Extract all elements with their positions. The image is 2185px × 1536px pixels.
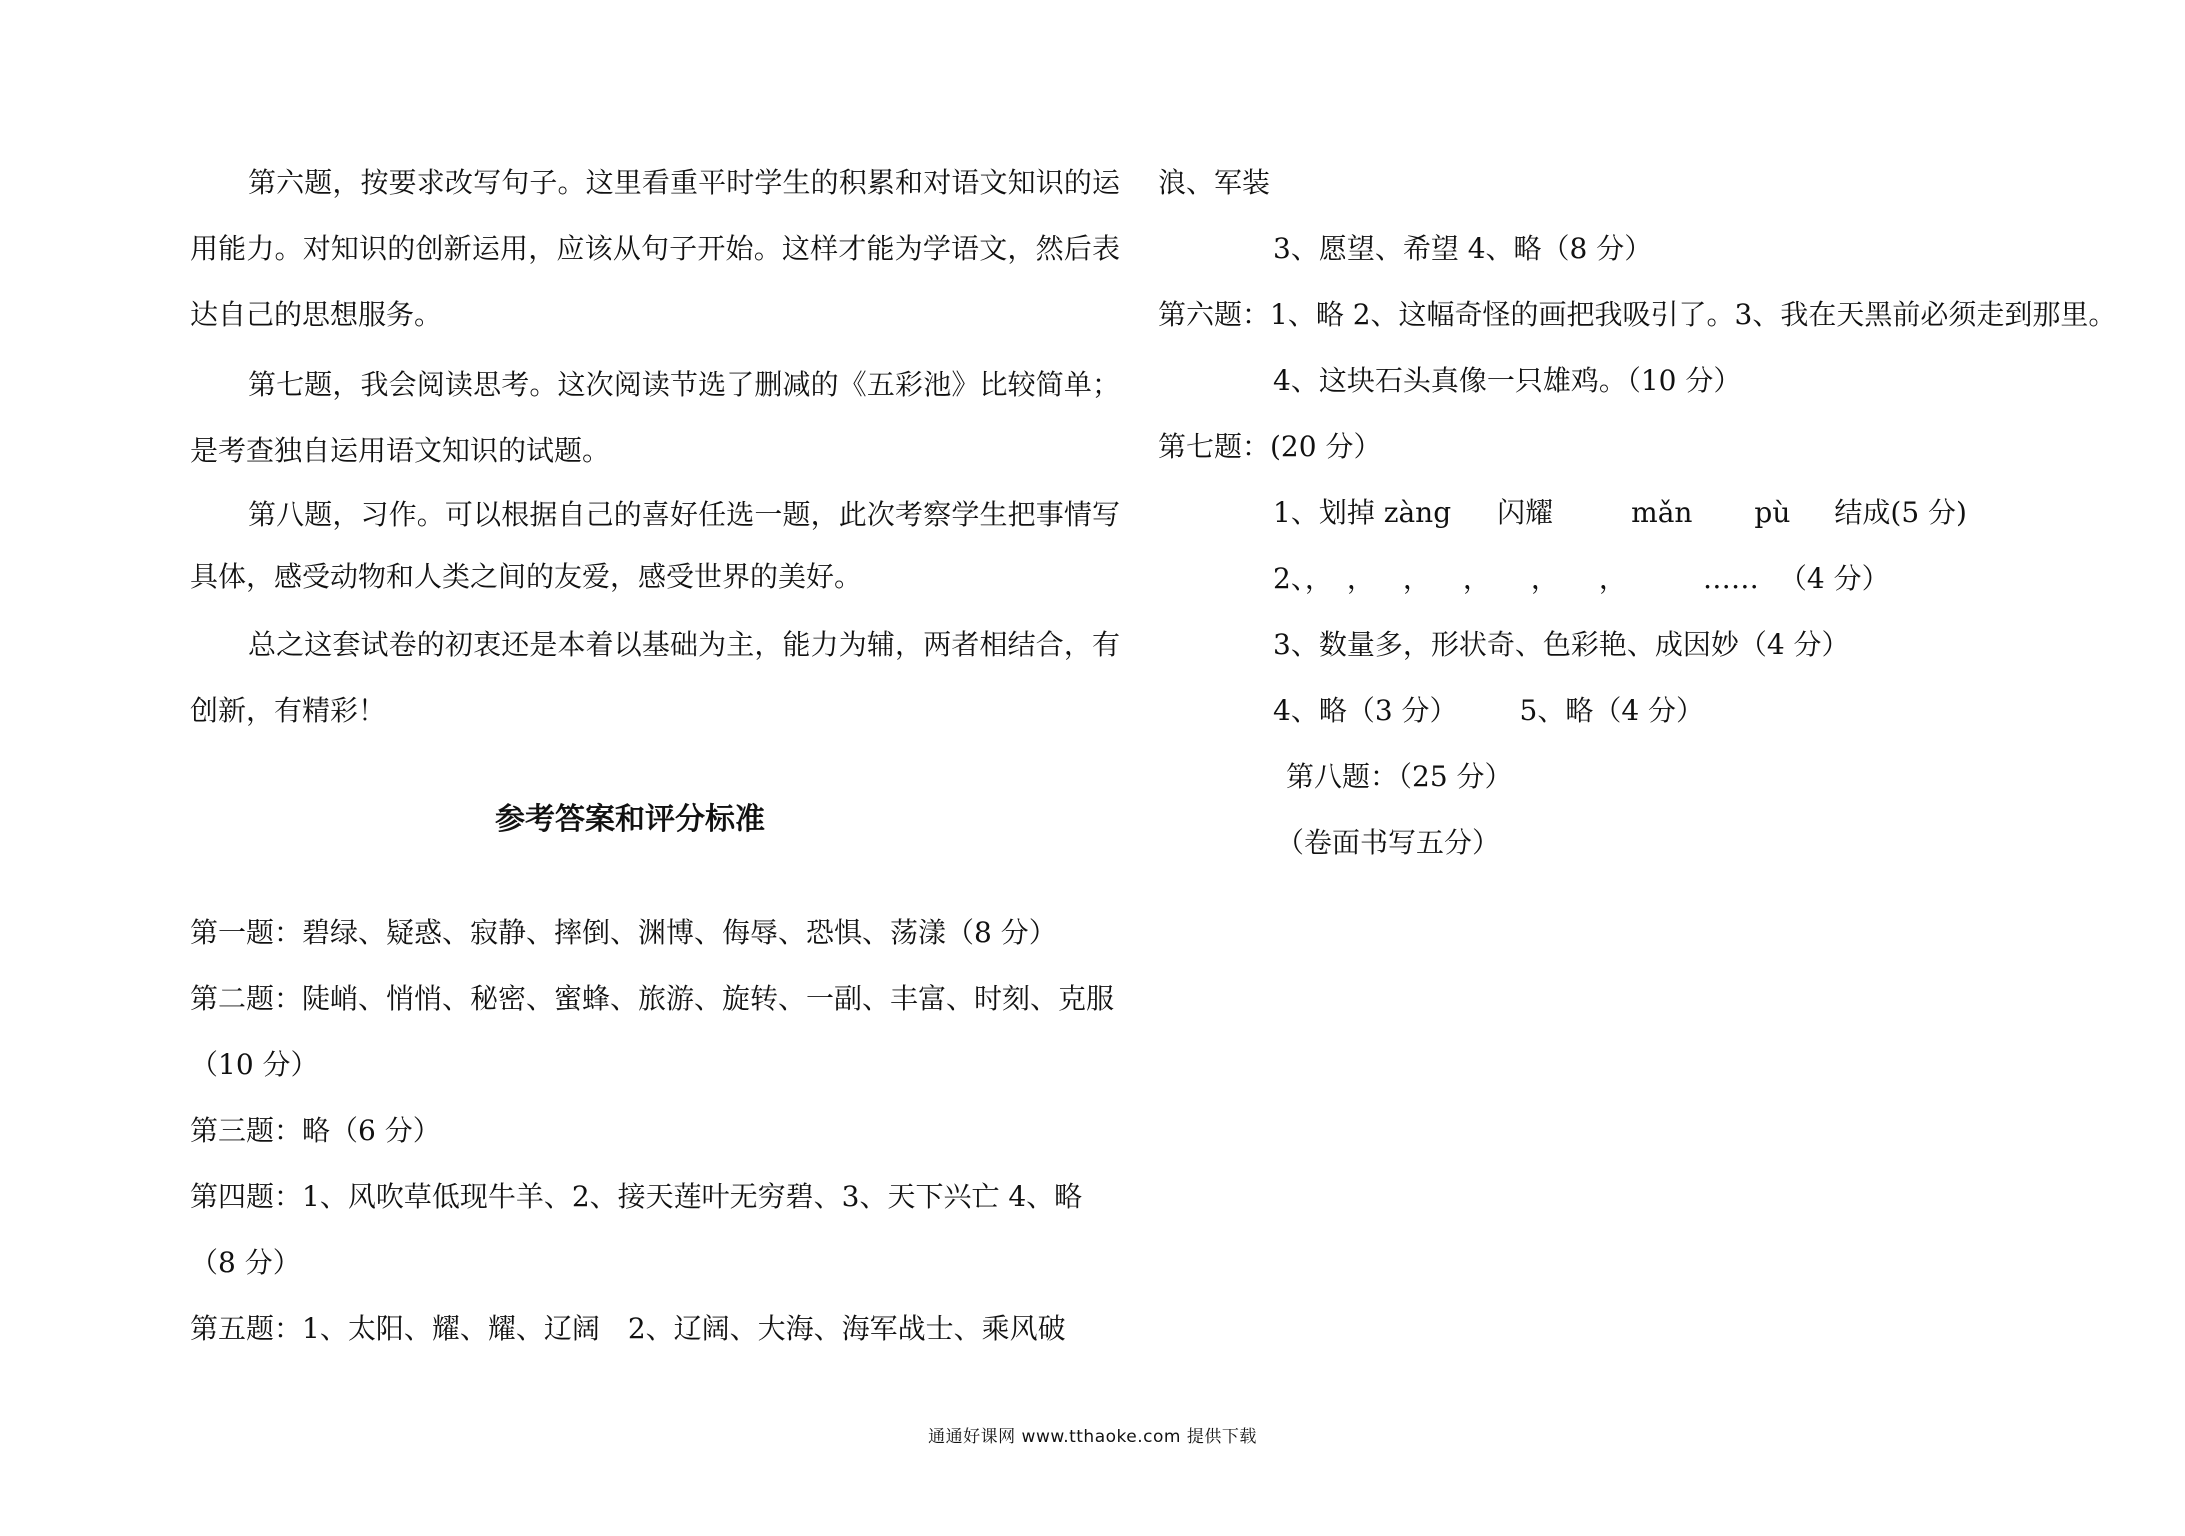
left-column bbox=[190, 150, 1120, 1362]
q7-1-item-c: mǎn bbox=[1631, 496, 1693, 529]
q7-2-item-a: 2、， bbox=[1273, 562, 1333, 595]
q7-1-item-d: pù bbox=[1754, 496, 1791, 529]
q7-2-item-g: …… bbox=[1702, 562, 1759, 595]
q7-2-item-b: ， bbox=[1346, 562, 1375, 595]
answer-q6-part4: 4、这块石头真像一只雄鸡。（10 分） bbox=[1273, 364, 1742, 397]
answer-q6: 第六题：1、略 2、这幅奇怪的画把我吸引了。3、我在天黑前必须走到那里。 bbox=[1158, 298, 2117, 331]
answer-q5: 第五题：1、太阳、耀、耀、辽阔 2、辽阔、大海、海军战士、乘风破 bbox=[190, 1312, 1066, 1345]
q7-1-item-a: 1、划掉 zàng bbox=[1273, 496, 1452, 529]
q7-2-item-d: ， bbox=[1462, 562, 1491, 595]
answer-q7-part1 bbox=[1158, 480, 2118, 546]
q7-2-item-f: ， bbox=[1598, 562, 1627, 595]
answer-q8-note: （卷面书写五分） bbox=[1276, 826, 1501, 859]
footer-source: 通通好课网 www.tthaoke.com 提供下载 bbox=[928, 1427, 1257, 1447]
answer-q7-part4-5 bbox=[1158, 678, 2118, 744]
paragraph-summary: 总之这套试卷的初衷还是本着以基础为主，能力为辅，两者相结合，有创新，有精彩！ bbox=[190, 628, 1120, 727]
paragraph-q6-commentary: 第六题，按要求改写句子。这里看重平时学生的积累和对语文知识的运用能力。对知识的创新运用，应该从句子开始。这样才能为学语文，然后表达自己的思想服务。 bbox=[190, 166, 1120, 331]
answer-q5-part3: 3、愿望、希望 4、略（8 分） bbox=[1273, 232, 1653, 265]
answer-q3: 第三题：略（6 分） bbox=[190, 1114, 441, 1147]
right-column bbox=[1158, 150, 2118, 876]
q7-2-item-e: ， bbox=[1530, 562, 1559, 595]
q7-2-item-c: ， bbox=[1402, 562, 1431, 595]
answer-q7-part3: 3、数量多，形状奇、色彩艳、成因妙（4 分） bbox=[1273, 628, 1850, 661]
answer-q5-continued: 浪、军装 bbox=[1158, 166, 1271, 199]
q7-part4: 4、略（3 分） bbox=[1273, 694, 1458, 727]
q7-part5: 5、略（4 分） bbox=[1519, 694, 1705, 727]
q7-2-item-h: （4 分） bbox=[1778, 562, 1890, 595]
answer-q1: 第一题：碧绿、疑惑、寂静、摔倒、渊博、侮辱、恐惧、荡漾（8 分） bbox=[190, 916, 1057, 949]
answer-q7-header: 第七题：(20 分） bbox=[1158, 430, 1382, 463]
answer-q7-part2 bbox=[1158, 546, 2118, 612]
answer-q4: 第四题：1、风吹草低现牛羊、2、接天莲叶无穷碧、3、天下兴亡 4、略（8 分） bbox=[190, 1180, 1083, 1279]
paragraph-q7-commentary: 第七题，我会阅读思考。这次阅读节选了删减的《五彩池》比较简单；是考查独自运用语文知识的试题。 bbox=[190, 368, 1120, 467]
answer-q2: 第二题：陡峭、悄悄、秘密、蜜蜂、旅游、旋转、一副、丰富、时刻、克服（10 分） bbox=[190, 982, 1115, 1081]
answer-q8: 第八题：（25 分） bbox=[1286, 760, 1513, 793]
paragraph-q8-commentary: 第八题，习作。可以根据自己的喜好任选一题，此次考察学生把事情写具体，感受动物和人类之间的友爱，感受世界的美好。 bbox=[190, 498, 1120, 593]
q7-1-item-e: 结成(5 分) bbox=[1834, 496, 1967, 529]
section-title: 参考答案和评分标准 bbox=[495, 802, 765, 837]
q7-1-item-b: 闪耀 bbox=[1497, 496, 1554, 529]
